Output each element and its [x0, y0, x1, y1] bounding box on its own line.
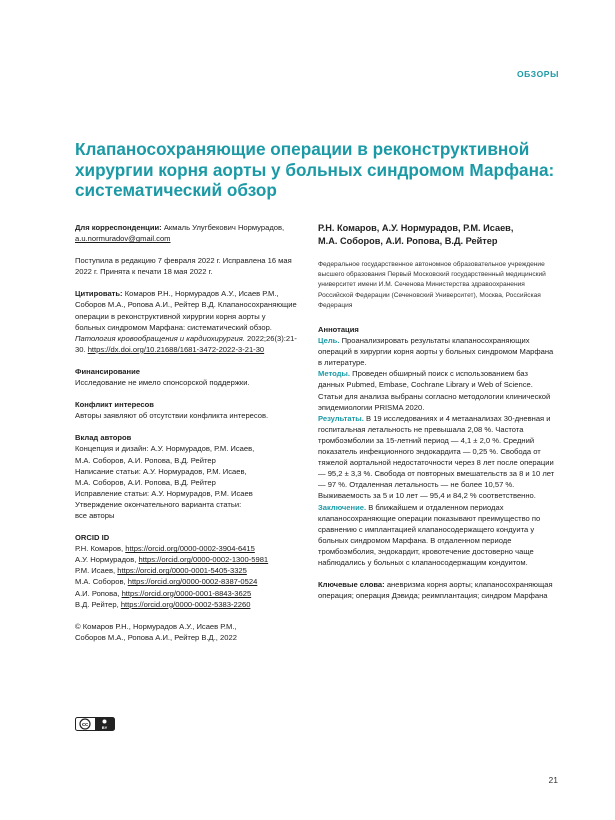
conclusion-label: Заключение.: [318, 502, 367, 512]
cc-by-license-icon[interactable]: [75, 717, 115, 731]
contribution-line: М.А. Соборов, А.И. Ропова, В.Д. Рейтер: [75, 455, 216, 465]
orcid-entry: [75, 543, 297, 554]
methods-label: Методы.: [318, 369, 351, 379]
orcid-heading: ORCID ID: [75, 533, 110, 543]
correspondence-label: Для корреспонденции:: [75, 223, 162, 232]
citation: [75, 288, 297, 355]
contribution-line: все авторы: [75, 510, 115, 520]
orcid-author: Р.Н. Комаров,: [75, 544, 124, 554]
aim-label: Цель.: [318, 336, 340, 346]
correspondence-email-link[interactable]: a.u.normuradov@gmail.com: [75, 234, 171, 244]
citation-journal: Патология кровообращения и кардиохирургия.: [75, 333, 245, 343]
orcid-entry: [75, 554, 297, 565]
aim-text: Проанализировать результаты клапаносохраняющих операций в хирургии корня аорты у больных синдромом Марфана в литературе.: [318, 336, 554, 368]
citation-doi-link[interactable]: https://dx.doi.org/10.21688/1681-3472-2022-3-21-30: [87, 344, 265, 354]
methods-text: Проведен обширный поиск с использованием баз данных Pubmed, Embase, Cochrane Library и Web of Science. Статьи для анализа выбраны согласно методологии клинической эпидемиологии PRISMA 2020.: [318, 369, 551, 412]
correspondence-name: Акмаль Улугбекович Нормурадов,: [163, 223, 285, 232]
keywords: [318, 579, 556, 601]
citation-text: Комаров Р.Н., Нормурадов А.У., Исаев Р.М., Соборов М.А., Ропова А.И., Рейтер В.Д. Клапаносохраняющие операции в реконструктивной хирургии корня аорты у больных синдромом Марфана: систематический обзор.: [75, 289, 297, 332]
section-label: ОБЗОРЫ: [516, 69, 559, 79]
results-text: В 19 исследованиях и 4 метаанализах 30-дневная и госпитальная летальность не превышала 2,08 %. Частота тромбоэмболии за 15-летний период — 4,1 ± 2,0 %. Средний показатель инфекционного эндокардита — 0,25 %. Свобода от тяжелой аортальной недостаточности через 8 лет после операции — 95,2 ± 3,3 %. Свобода от повторных вмешательств за 8 и 10 лет — 97 %. Отдаленная летальность — не более 10,57 %. Выживаемость за 5 и 10 лет — 95,4 и 84,2 % соответственно.: [318, 413, 555, 501]
abstract-results: [318, 413, 556, 502]
by-badge-text: BY: [101, 725, 108, 730]
orcid-link[interactable]: https://orcid.org/0000-0002-1300-5981: [138, 555, 269, 565]
article-title: Клапаносохраняющие операции в реконструктивной хирургии корня аорты у больных синдромом Марфана: систематический обзор: [75, 139, 555, 200]
orcid-link[interactable]: https://orcid.org/0000-0001-8843-3625: [121, 588, 252, 598]
orcid-author: А.У. Нормурадов,: [75, 555, 137, 565]
orcid-author: Р.М. Исаев,: [75, 566, 116, 576]
orcid-link[interactable]: https://orcid.org/0000-0002-5383-2260: [120, 599, 251, 609]
orcid-link[interactable]: https://orcid.org/0000-0001-5405-3325: [117, 566, 247, 576]
orcid-author: В.Д. Рейтер,: [75, 599, 119, 609]
conflict-heading: Конфликт интересов: [75, 400, 154, 410]
contribution-line: Концепция и дизайн: А.У. Нормурадов, Р.М. Исаев,: [75, 444, 255, 454]
contribution-line: Написание статьи: А.У. Нормурадов, Р.М. Исаев,: [75, 466, 247, 476]
orcid-author: М.А. Соборов,: [75, 577, 126, 587]
abstract-heading: Аннотация: [318, 325, 359, 335]
orcid-entry: [75, 576, 297, 587]
orcid-author: А.И. Ропова,: [75, 588, 120, 598]
orcid-entry: [75, 565, 297, 576]
page-number: 21: [548, 775, 558, 785]
abstract-aim: [318, 335, 556, 368]
abstract-conclusion: [318, 502, 556, 569]
correspondence: [75, 222, 297, 244]
affiliation: Федеральное государственное автономное образовательное учреждение высшего образования Первый Московский государственный медицинский университет имени И.М. Сеченова Министерства здравоохранения Российской Федерации (Сеченовский Университет), Москва, Российская Федерация: [318, 261, 546, 309]
results-label: Результаты.: [318, 413, 364, 423]
keywords-label: Ключевые слова:: [318, 580, 385, 590]
conclusion-text: В ближайшем и отдаленном периодах клапаносохраняющие операции показывают преимущество по сравнению с имплантацией клапаносодержащего кондуита у больных синдромом Марфана. В отдаленном периоде тромбоэмболия, эндокардит, кровотечение достоверно чаще наблюдались у больных с клапаносодержащим кондуитом.: [318, 502, 541, 567]
funding-text: Исследование не имело спонсорской поддержки.: [75, 378, 250, 388]
orcid-link[interactable]: https://orcid.org/0000-0002-3904-6415: [125, 544, 255, 554]
contribution-line: М.А. Соборов, А.И. Ропова, В.Д. Рейтер: [75, 477, 216, 487]
keywords-text: аневризма корня аорты; клапаносохраняющая операция; операция Дэвида; реимплантация; синдром Марфана: [318, 580, 553, 601]
author-list-line: М.А. Соборов, А.И. Ропова, В.Д. Рейтер: [318, 236, 498, 246]
contribution-line: Утверждение окончательного варианта статьи:: [75, 499, 242, 509]
left-column: [75, 222, 297, 643]
abstract-methods: [318, 368, 556, 412]
received-dates: Поступила в редакцию 7 февраля 2022 г. Исправлена 16 мая 2022 г. Принята к печати 18 мая 2022 г.: [75, 256, 292, 277]
cc-badge-text: cc: [81, 722, 89, 728]
contribution-line: Исправление статьи: А.У. Нормурадов, Р.М. Исаев: [75, 488, 253, 498]
funding-heading: Финансирование: [75, 366, 140, 376]
copyright-line: Соборов М.А., Ропова А.И., Рейтер В.Д., 2022: [75, 632, 237, 642]
right-column: [318, 222, 556, 601]
author-list: [318, 222, 556, 248]
citation-details: 2022;26(3):21-30.: [75, 333, 297, 354]
orcid-link[interactable]: https://orcid.org/0000-0002-8387-0524: [127, 577, 258, 587]
copyright-line: © Комаров Р.Н., Нормурадов А.У., Исаев Р.М.,: [75, 621, 237, 631]
orcid-entry: [75, 588, 297, 599]
contribution-heading: Вклад авторов: [75, 433, 132, 443]
citation-label: Цитировать:: [75, 289, 123, 299]
author-list-line: Р.Н. Комаров, А.У. Нормурадов, Р.М. Исаев,: [318, 223, 514, 233]
orcid-entry: [75, 599, 297, 610]
conflict-text: Авторы заявляют об отсутствии конфликта интересов.: [75, 411, 269, 421]
